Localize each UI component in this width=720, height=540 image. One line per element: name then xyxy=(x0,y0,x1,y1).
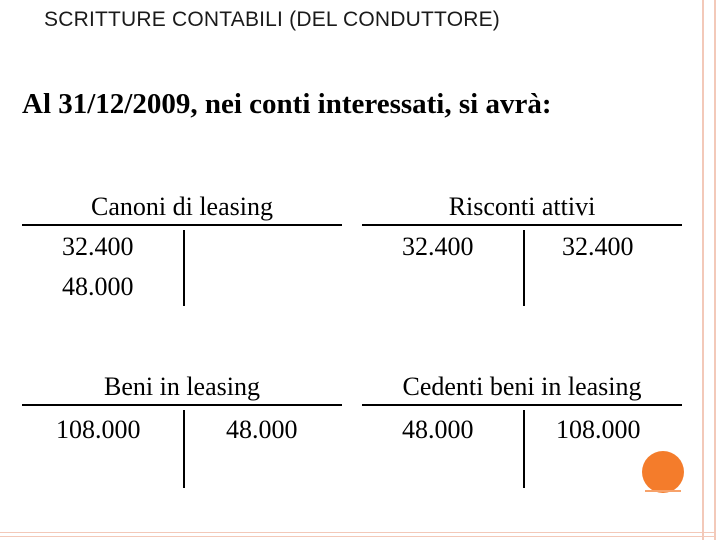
account-title: Cedenti beni in leasing xyxy=(402,372,642,401)
debit-entry: 108.000 xyxy=(56,415,141,444)
slide-frame-right xyxy=(702,0,716,540)
t-account-canoni-di-leasing xyxy=(22,192,342,312)
slide-frame-bottom xyxy=(0,532,716,537)
t-account-vertical-line xyxy=(523,410,525,488)
slide-title: SCRITTURE CONTABILI (DEL CONDUTTORE) xyxy=(44,8,501,31)
debit-entry: 48.000 xyxy=(62,272,134,301)
credit-entry: 108.000 xyxy=(556,415,641,444)
account-title: Risconti attivi xyxy=(448,192,596,221)
debit-entry: 32.400 xyxy=(62,232,134,261)
t-account-beni-in-leasing xyxy=(22,372,342,492)
slide-subtitle: Al 31/12/2009, nei conti interessati, si avrà: xyxy=(22,88,552,120)
t-account-cedenti-beni-in-leasing xyxy=(362,372,682,492)
t-account-vertical-line xyxy=(183,410,185,488)
t-account-horizontal-line xyxy=(362,404,682,406)
account-title: Beni in leasing xyxy=(104,372,260,401)
credit-entry: 32.400 xyxy=(562,232,634,261)
decorative-orange-underline xyxy=(645,490,681,492)
decorative-orange-circle-icon xyxy=(642,451,684,493)
t-account-risconti-attivi xyxy=(362,192,682,312)
account-title: Canoni di leasing xyxy=(91,192,273,221)
credit-entry: 48.000 xyxy=(226,415,298,444)
debit-entry: 32.400 xyxy=(402,232,474,261)
t-account-vertical-line xyxy=(523,230,525,306)
t-account-vertical-line xyxy=(183,230,185,306)
debit-entry: 48.000 xyxy=(402,415,474,444)
t-account-horizontal-line xyxy=(22,404,342,406)
t-account-horizontal-line xyxy=(362,224,682,226)
t-account-horizontal-line xyxy=(22,224,342,226)
